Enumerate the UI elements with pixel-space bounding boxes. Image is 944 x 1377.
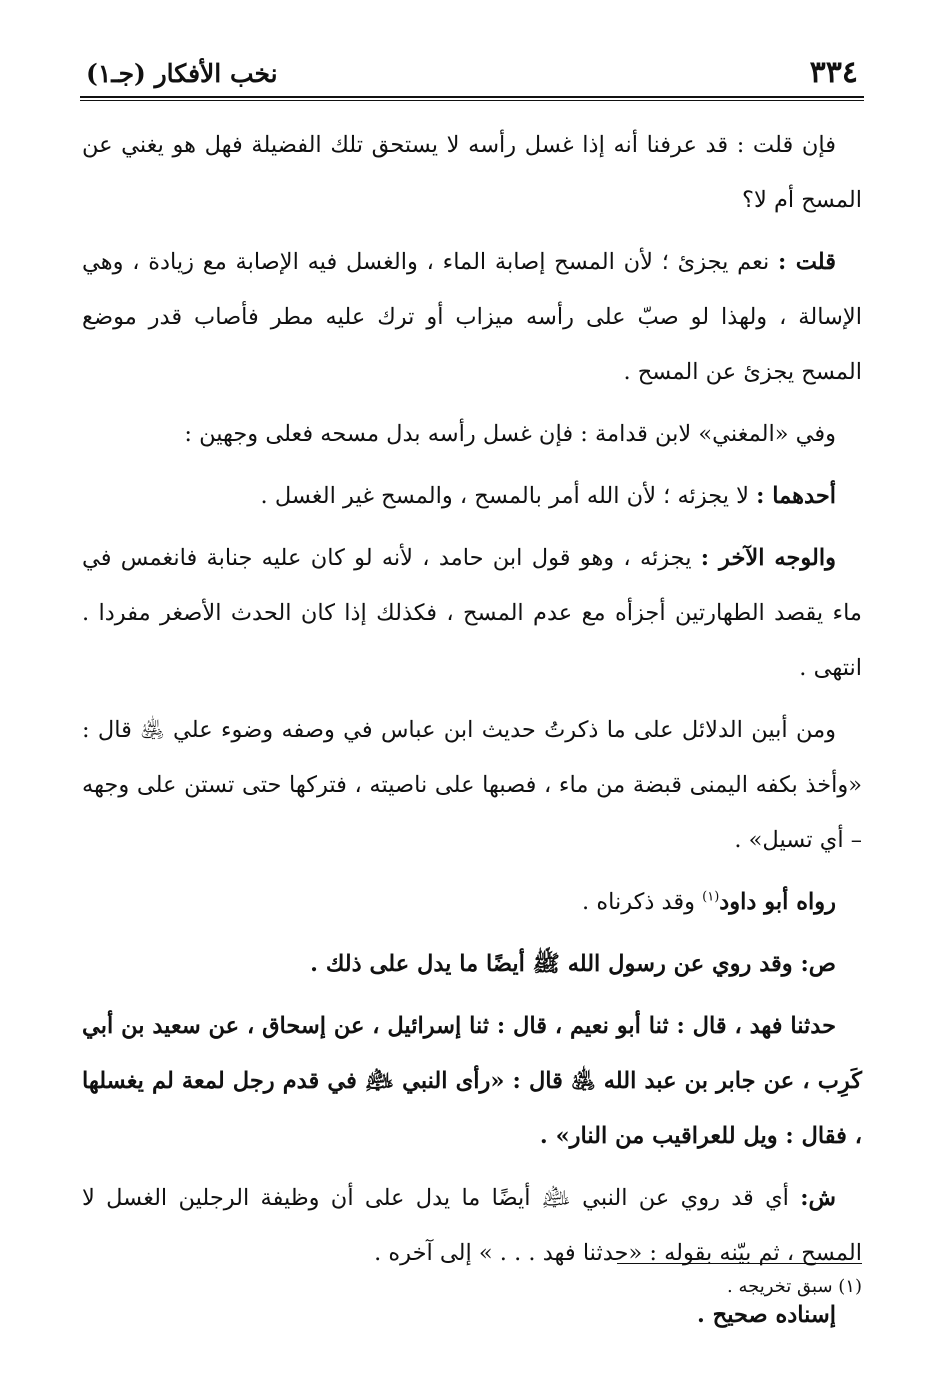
answer-lead: قلت :: [777, 249, 837, 275]
first-view-text: لا يجزئه ؛ لأن الله أمر بالمسح ، والمسح غير الغسل .: [260, 483, 757, 509]
paragraph-answer: [82, 235, 862, 400]
answer-text: نعم يجزئ ؛ لأن المسح إصابة الماء ، والغسل فيه الإصابة مع زيادة ، وهي الإسالة ، ولهذا لو صبّ على رأسه ميزاب أو ترك عليه مطر فأصاب قدر موضع المسح يجزئ عن المسح .: [82, 249, 862, 385]
second-view-text: يجزئه ، وهو قول ابن حامد ، لأنه لو كان عليه جنابة فانغمس في ماء يقصد الطهارتين أجزأه مع عدم المسح ، فكذلك إذا كان الحدث الأصغر مفردا . انتهى .: [82, 545, 862, 681]
first-view-lead: أحدهما :: [756, 483, 836, 509]
header-rule-thin: [80, 100, 864, 101]
paragraph-evidence: ومن أبين الدلائل على ما ذكرتُ حديث ابن عباس في وصفه وضوء علي ﵁ قال : «وأخذ بكفه اليمنى قبضة من ماء ، فصبها على ناصيته ، فتركها حتى تستن على وجهه – أي تسيل» .: [82, 717, 862, 853]
paragraph-narration: [82, 875, 862, 930]
paragraph-commentary: [82, 1171, 862, 1281]
commentary-text: أي قد روي عن النبي ﵇ أيضًا ما يدل على أن وظيفة الرجلين الغسل لا المسح ، ثم بيّنه بقوله : «حدثنا فهد . . . » إلى آخره .: [82, 1185, 862, 1266]
second-view-lead: والوجه الآخر :: [700, 545, 836, 571]
paragraph-mughni: وفي «المغني» لابن قدامة : فإن غسل رأسه بدل مسحه فعلى وجهين :: [184, 421, 836, 447]
page-header: [80, 55, 864, 97]
narration-lead: رواه أبو داود: [719, 889, 836, 915]
paragraph-second-view: [82, 531, 862, 696]
paragraph-question: فإن قلت : قد عرفنا أنه إذا غسل رأسه لا يستحق تلك الفضيلة فهل هو يغني عن المسح أم لا؟: [82, 132, 862, 213]
header-rule: [80, 96, 864, 98]
footnote-ref: (١): [702, 889, 720, 905]
page-number: ٣٣٤: [809, 55, 858, 90]
page-body: [82, 118, 862, 1350]
paragraph-isnad: إسناده صحيح .: [697, 1302, 836, 1328]
footnote: (١) سبق تخريجه .: [727, 1276, 862, 1297]
narration-text: وقد ذكرناه .: [582, 889, 703, 915]
paragraph-text-sad: ص: وقد روي عن رسول الله ﷺ أيضًا ما يدل على ذلك .: [310, 951, 836, 977]
paragraph-first-view: [82, 469, 862, 524]
paragraph-hadith: حدثنا فهد ، قال : ثنا أبو نعيم ، قال : ثنا إسرائيل ، عن إسحاق ، عن سعيد بن أبي كَرِب ، عن جابر بن عبد الله ﵁ قال : «رأى النبي ﵇ في قدم رجل لمعة لم يغسلها ، فقال : ويل للعراقيب من النار» .: [82, 1013, 862, 1149]
commentary-lead: ش:: [800, 1185, 836, 1211]
footnote-rule: [617, 1263, 862, 1264]
running-title: نخب الأفكار (جـ١): [86, 59, 278, 88]
